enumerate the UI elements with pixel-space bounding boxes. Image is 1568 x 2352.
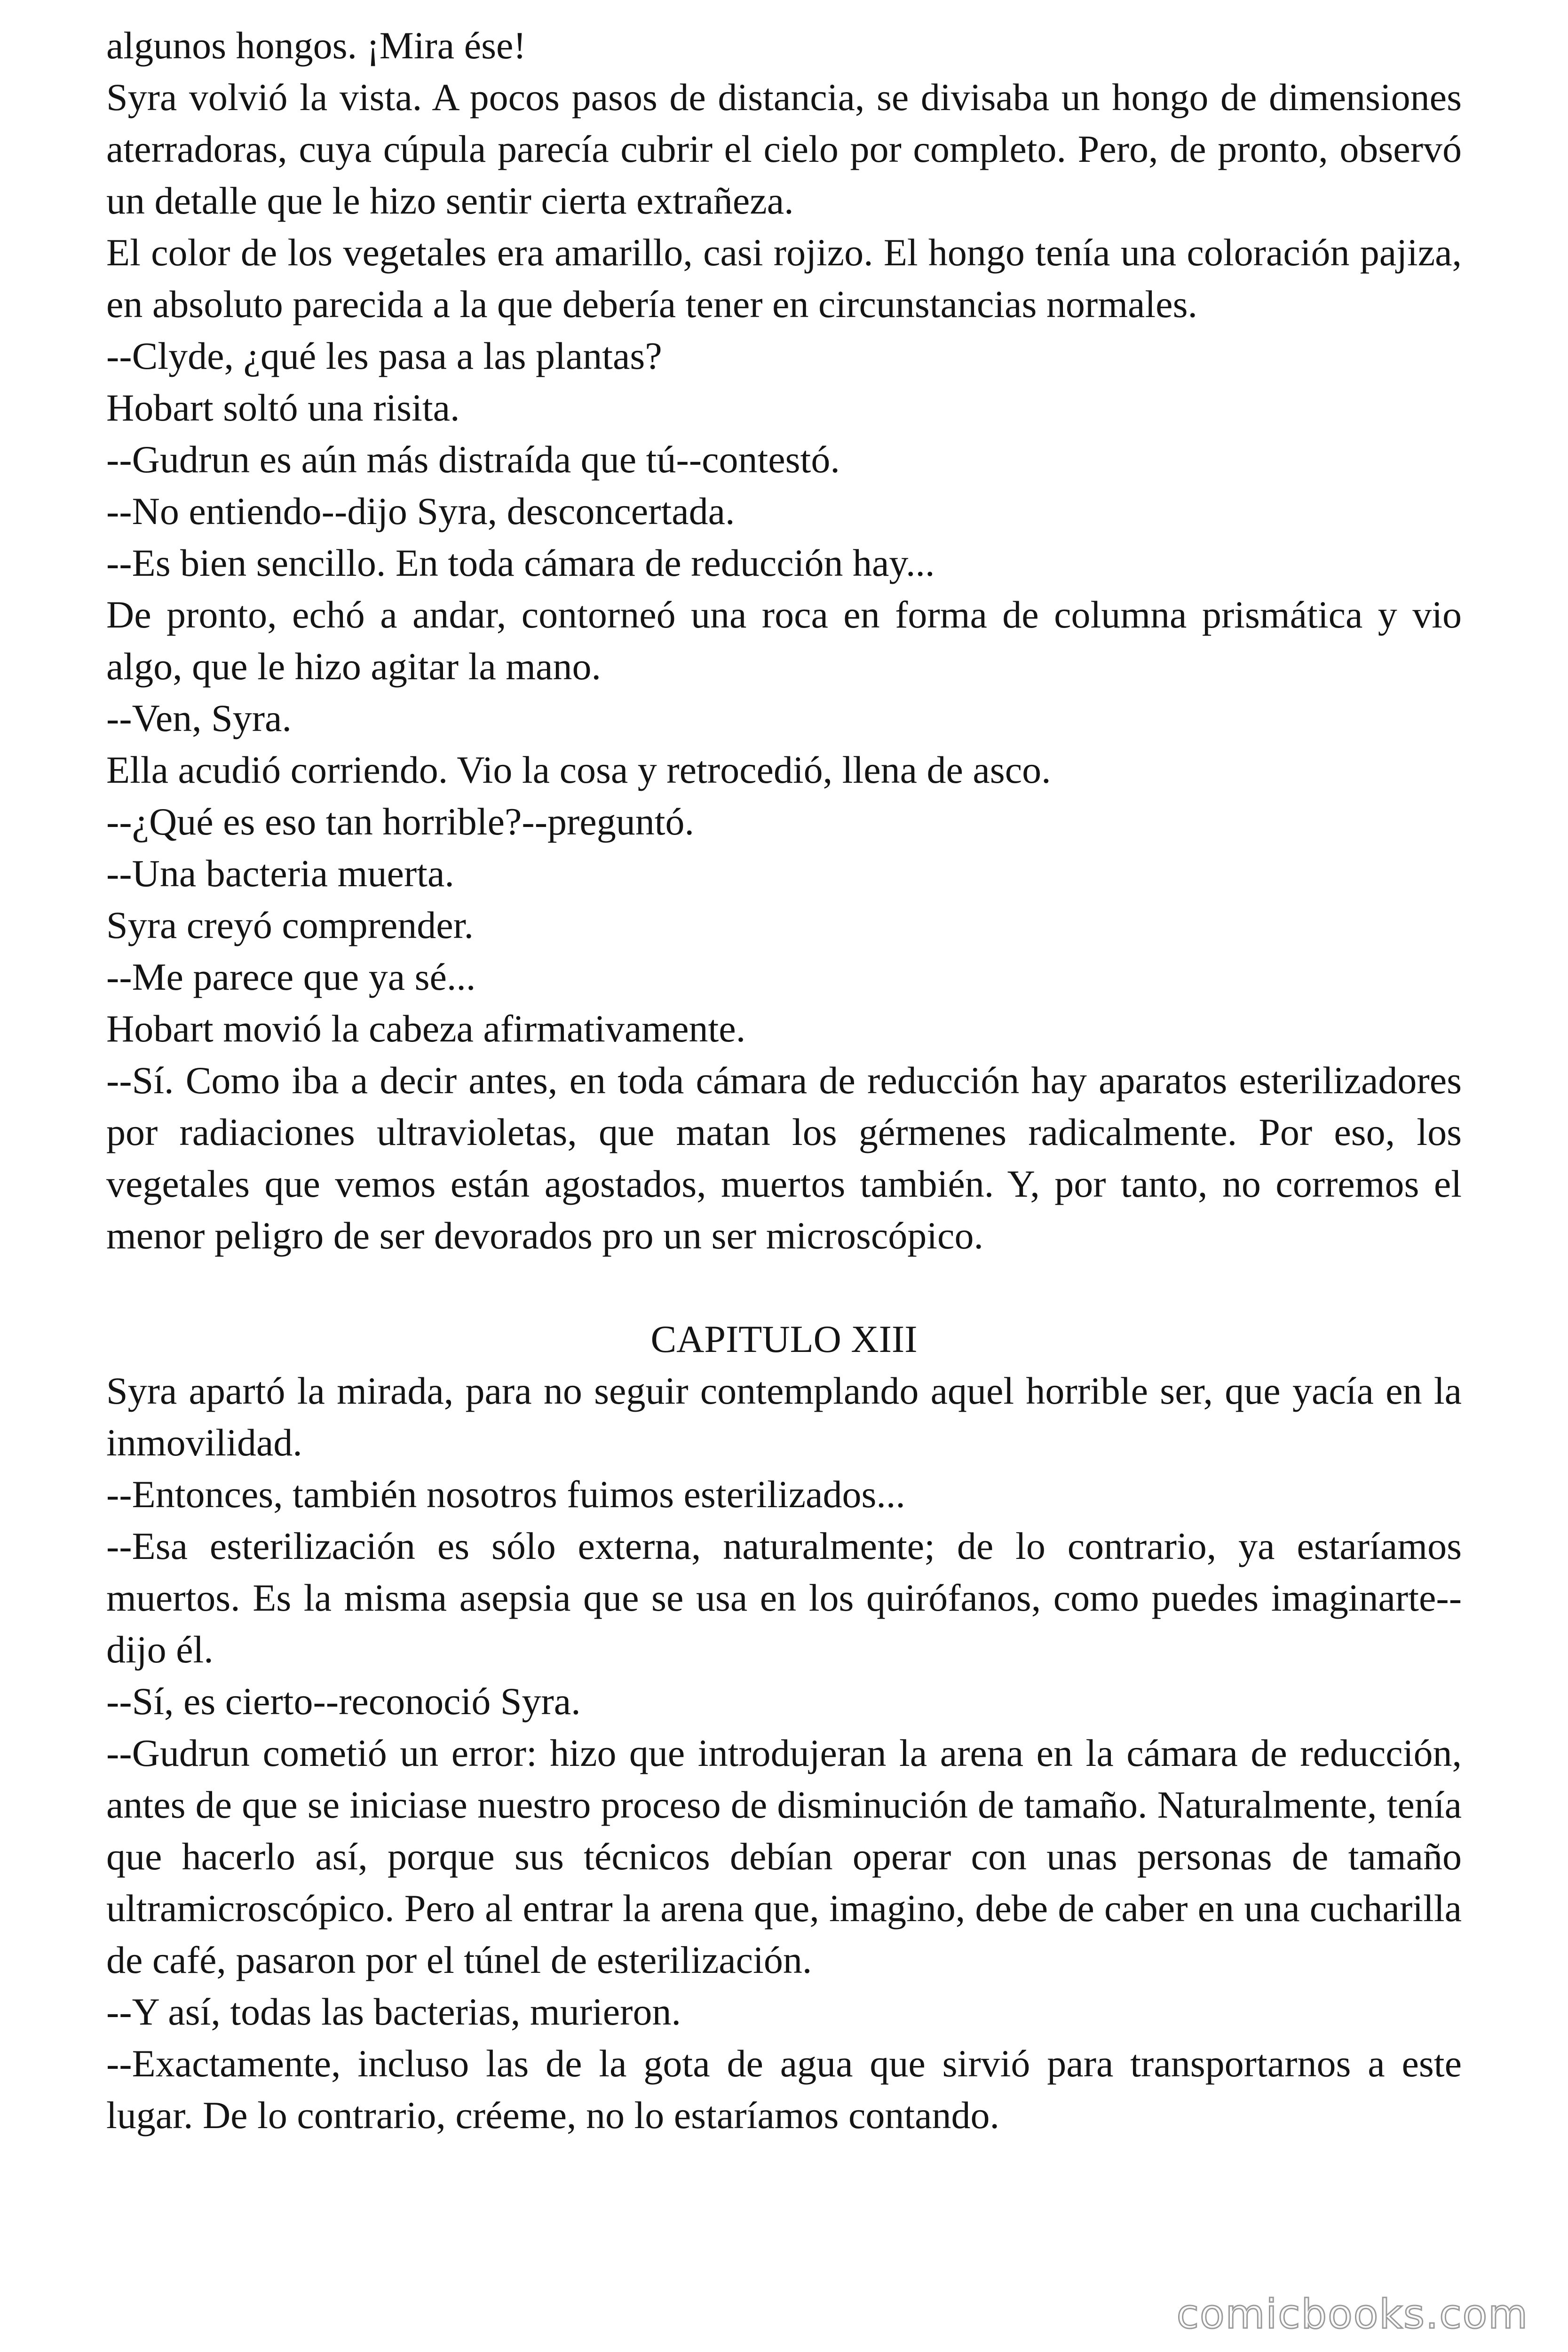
paragraph: De pronto, echó a andar, contorneó una roca en forma de columna prismática y vio algo, que le hizo agitar la mano. — [106, 593, 1462, 688]
paragraph: --Esa esterilización es sólo externa, naturalmente; de lo contrario, ya estaríamos muertos. Es la misma asepsia que se usa en los quirófanos, como puedes imaginarte--dijo él. — [106, 1525, 1462, 1671]
paragraph: --¿Qué es eso tan horrible?--preguntó. — [106, 800, 694, 843]
document-page — [106, 20, 1462, 2141]
paragraph: --Es bien sencillo. En toda cámara de reducción hay... — [106, 541, 935, 584]
paragraph: --No entiendo--dijo Syra, desconcertada. — [106, 490, 735, 532]
watermark: comicbooks.com — [1176, 2291, 1528, 2338]
paragraph: --Exactamente, incluso las de la gota de agua que sirvió para transportarnos a este lugar. De lo contrario, créeme, no lo estaríamos contando. — [106, 2042, 1462, 2137]
paragraph: El color de los vegetales era amarillo, casi rojizo. El hongo tenía una coloración pajiza, en absoluto parecida a la que debería tener en circunstancias normales. — [106, 231, 1462, 326]
paragraph: --Me parece que ya sé... — [106, 955, 476, 998]
paragraph: --Y así, todas las bacterias, murieron. — [106, 1990, 681, 2033]
paragraph: --Una bacteria muerta. — [106, 852, 454, 895]
paragraph: --Gudrun es aún más distraída que tú--contestó. — [106, 438, 840, 481]
paragraph: --Clyde, ¿qué les pasa a las plantas? — [106, 334, 662, 377]
paragraph: --Sí, es cierto--reconoció Syra. — [106, 1680, 581, 1723]
paragraph: --Entonces, también nosotros fuimos esterilizados... — [106, 1473, 905, 1516]
paragraph: algunos hongos. ¡Mira ése! — [106, 24, 526, 67]
paragraph: --Ven, Syra. — [106, 697, 292, 739]
paragraph: Hobart soltó una risita. — [106, 386, 460, 429]
paragraph: Syra apartó la mirada, para no seguir contemplando aquel horrible ser, que yacía en la inmovilidad. — [106, 1369, 1462, 1464]
paragraph: Syra volvió la vista. A pocos pasos de distancia, se divisaba un hongo de dimensiones aterradoras, cuya cúpula parecía cubrir el cielo por completo. Pero, de pronto, observó un detalle que le hizo sentir cierta extrañeza. — [106, 76, 1462, 222]
paragraph: --Gudrun cometió un error: hizo que introdujeran la arena en la cámara de reducción, antes de que se iniciase nuestro proceso de disminución de tamaño. Naturalmente, tenía que hacerlo así, porque sus técnicos debían operar con unas personas de tamaño ultramicroscópico. Pero al entrar la arena que, imagino, debe de caber en una cucharilla de café, pasaron por el túnel de esterilización. — [106, 1732, 1462, 1981]
paragraph: Ella acudió corriendo. Vio la cosa y retrocedió, llena de asco. — [106, 748, 1051, 791]
chapter-heading: CAPITULO XIII — [650, 1318, 918, 1360]
paragraph: Syra creyó comprender. — [106, 904, 474, 946]
paragraph: Hobart movió la cabeza afirmativamente. — [106, 1007, 746, 1050]
paragraph: --Sí. Como iba a decir antes, en toda cámara de reducción hay aparatos esterilizadores por radiaciones ultravioletas, que matan los gérmenes radicalmente. Por eso, los vegetales que vemos están agostados, muertos también. Y, por tanto, no corremos el menor peligro de ser devorados pro un ser microscópico. — [106, 1059, 1462, 1257]
